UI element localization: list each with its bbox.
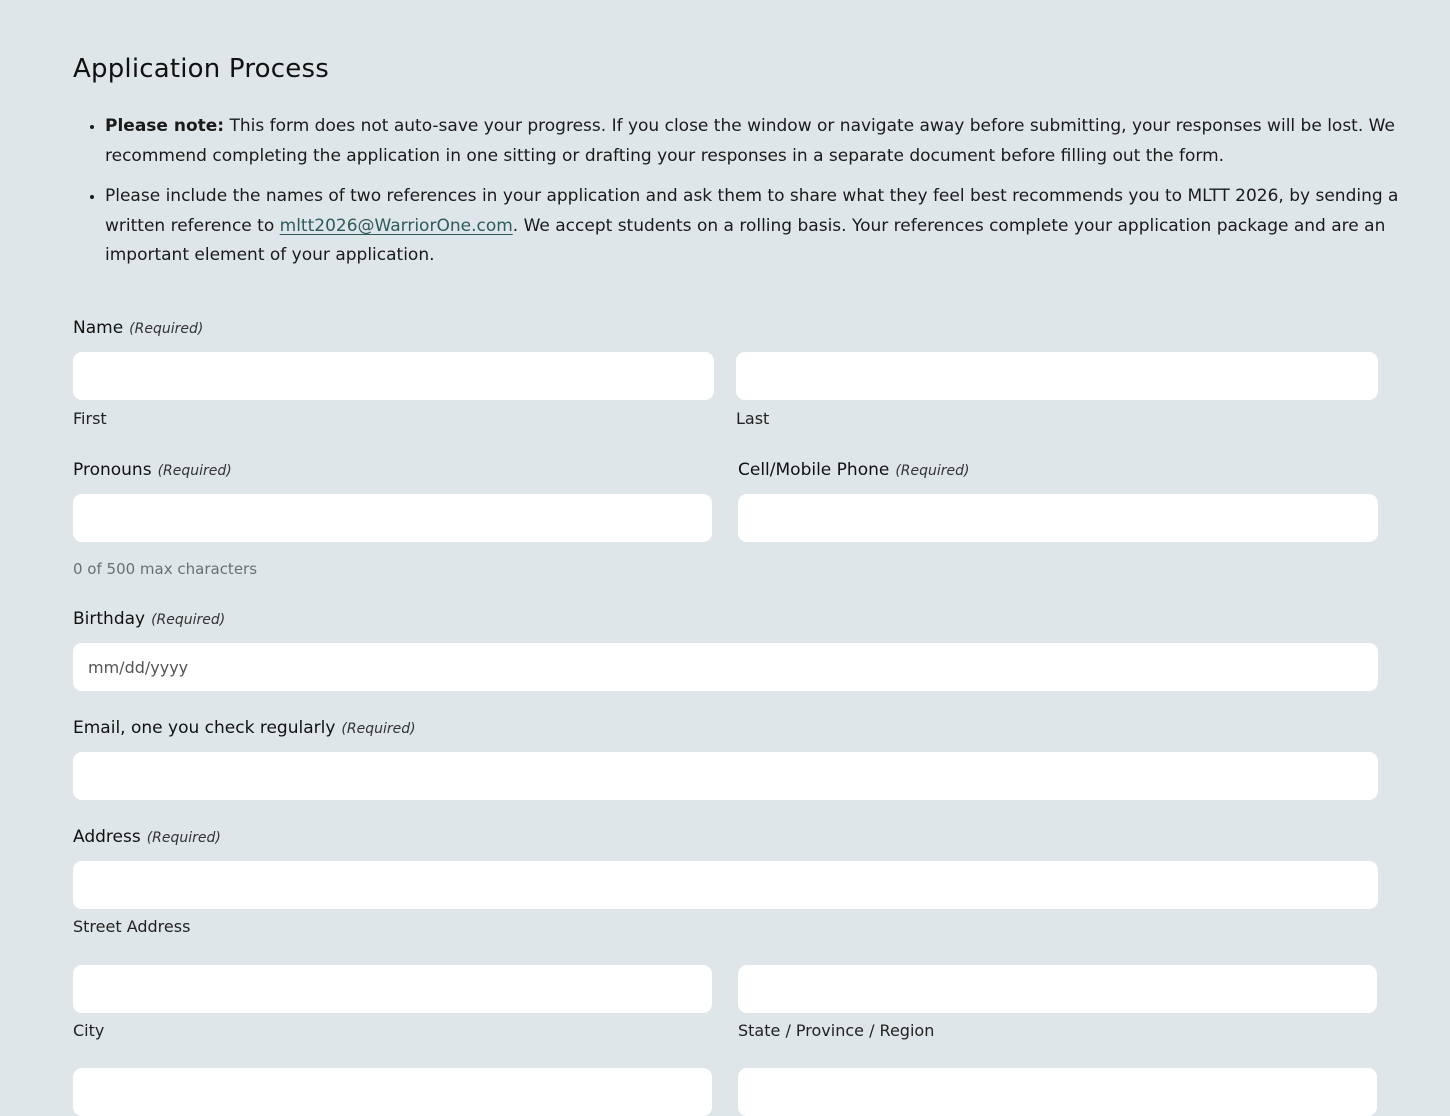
last-name-input[interactable] xyxy=(736,352,1378,400)
note-references-text-before: Please include the names of two references in your application and ask them to share what they feel best recommends you to MLTT 2026, by sending a written reference to xyxy=(105,186,1399,236)
email-input[interactable] xyxy=(73,752,1378,800)
email-label xyxy=(73,718,416,738)
required-tag: (Required) xyxy=(157,463,232,479)
required-tag: (Required) xyxy=(341,721,416,737)
birthday-label-text: Birthday xyxy=(73,609,146,629)
birthday-input[interactable] xyxy=(73,643,1378,691)
note-autosave xyxy=(105,112,1405,171)
phone-label xyxy=(738,460,970,480)
street-address-input[interactable] xyxy=(73,861,1378,909)
street-address-sublabel: Street Address xyxy=(73,917,191,936)
note-autosave-text: This form does not auto-save your progress. If you close the window or navigate away before submitting, your responses will be lost. We recommend completing the application in one sitting or drafting your responses in a separate document before filling out the form. xyxy=(105,116,1395,166)
note-references-text-after: . We accept students on a rolling basis. Your references complete your application package and are an important element of your application. xyxy=(105,215,1386,266)
required-tag: (Required) xyxy=(151,612,226,628)
email-label-text: Email, one you check regularly xyxy=(73,718,336,738)
pronouns-character-counter: 0 of 500 max characters xyxy=(73,560,258,578)
required-tag: (Required) xyxy=(146,830,221,846)
required-tag: (Required) xyxy=(129,321,204,337)
phone-input[interactable] xyxy=(738,494,1378,542)
notes-list xyxy=(73,112,1405,282)
address-label-text: Address xyxy=(73,827,141,847)
last-name-sublabel: Last xyxy=(736,409,770,428)
page-title: Application Process xyxy=(73,54,329,84)
pronouns-label xyxy=(73,460,232,480)
city-sublabel: City xyxy=(73,1021,105,1040)
pronouns-label-text: Pronouns xyxy=(73,460,152,480)
first-name-input[interactable] xyxy=(73,352,714,400)
first-name-sublabel: First xyxy=(73,409,107,428)
state-input[interactable] xyxy=(738,965,1377,1013)
reference-email-link[interactable]: mltt2026@WarriorOne.com xyxy=(279,215,513,236)
note-bold-label: Please note: xyxy=(105,116,225,136)
pronouns-input[interactable] xyxy=(73,494,712,542)
postal-code-input[interactable] xyxy=(73,1068,712,1116)
state-sublabel: State / Province / Region xyxy=(738,1021,935,1040)
name-label xyxy=(73,318,203,338)
birthday-label xyxy=(73,609,225,629)
name-label-text: Name xyxy=(73,318,124,338)
required-tag: (Required) xyxy=(895,463,970,479)
phone-label-text: Cell/Mobile Phone xyxy=(738,460,890,480)
city-input[interactable] xyxy=(73,965,712,1013)
address-label xyxy=(73,827,221,847)
country-input[interactable] xyxy=(738,1068,1377,1116)
note-references xyxy=(105,182,1405,271)
